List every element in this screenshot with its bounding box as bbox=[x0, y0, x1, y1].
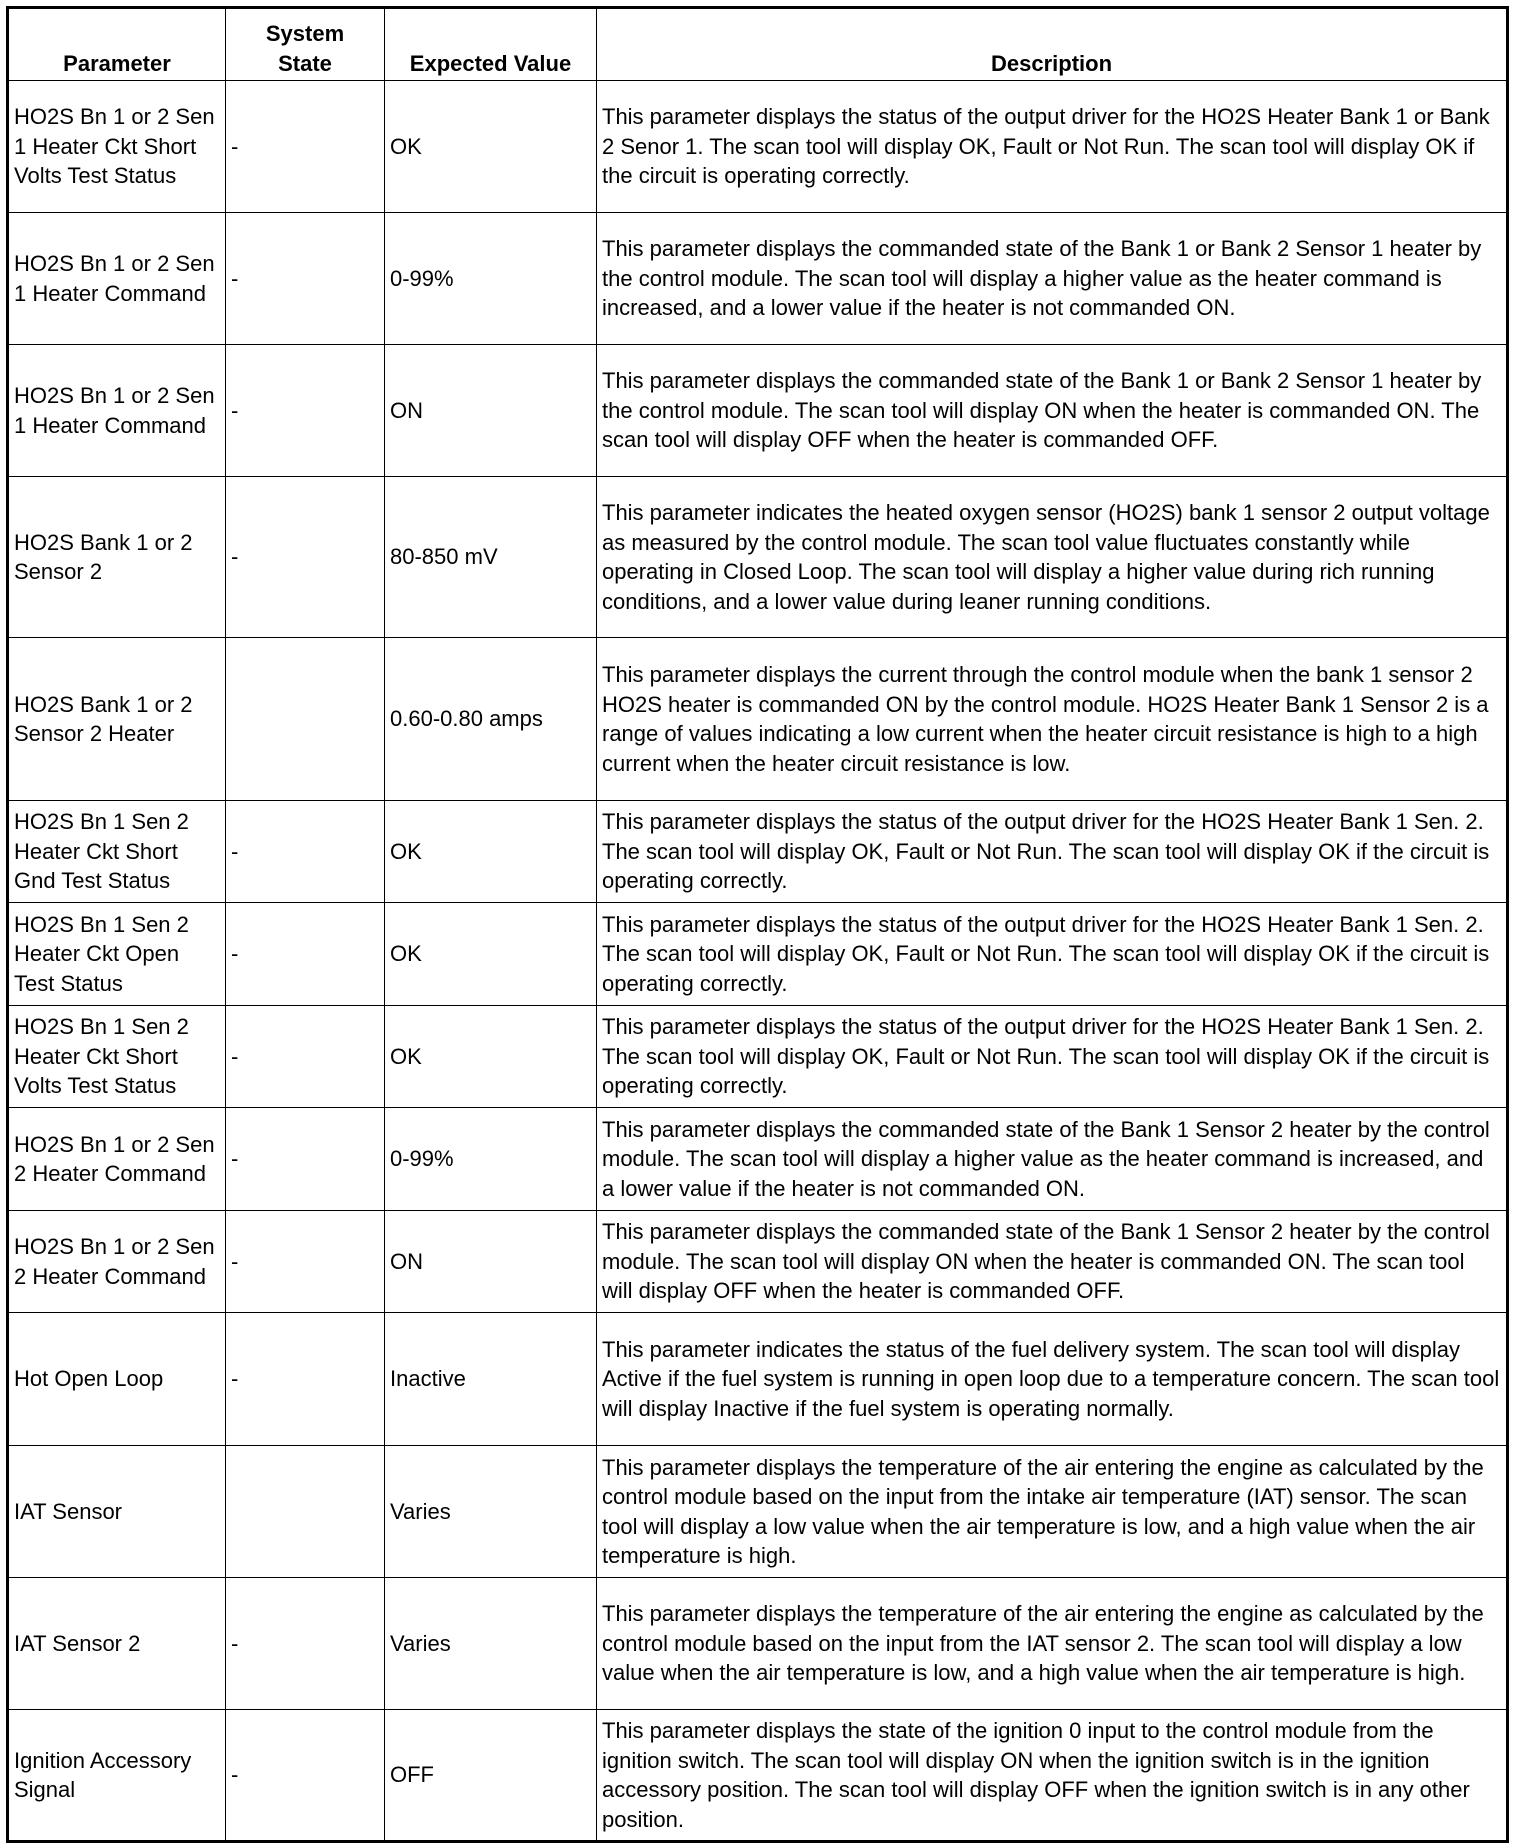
parameter-cell: HO2S Bank 1 or 2 Sensor 2 Heater bbox=[8, 638, 226, 801]
description-cell: This parameter displays the status of the output driver for the HO2S Heater Bank 1 Sen. 2. The scan tool will display OK, Fault or Not Run. The scan tool will display OK if the circuit is operating correctly. bbox=[597, 1006, 1508, 1108]
expected-value-cell: 0-99% bbox=[385, 213, 597, 345]
header-system-state: System State bbox=[226, 8, 385, 81]
expected-value-cell: OK bbox=[385, 903, 597, 1006]
expected-value-cell: 0-99% bbox=[385, 1108, 597, 1211]
parameter-cell: HO2S Bn 1 Sen 2 Heater Ckt Short Volts Test Status bbox=[8, 1006, 226, 1108]
system-state-cell: - bbox=[226, 801, 385, 903]
table-row bbox=[8, 477, 1508, 638]
description-cell: This parameter displays the commanded state of the Bank 1 or Bank 2 Sensor 1 heater by the control module. The scan tool will display a higher value as the heater command is increased, and a lower value if the heater is not commanded ON. bbox=[597, 213, 1508, 345]
parameter-cell: HO2S Bn 1 or 2 Sen 1 Heater Command bbox=[8, 213, 226, 345]
system-state-cell: - bbox=[226, 477, 385, 638]
expected-value-cell: OK bbox=[385, 1006, 597, 1108]
table-row bbox=[8, 1108, 1508, 1211]
system-state-cell: - bbox=[226, 1211, 385, 1313]
header-description: Description bbox=[597, 8, 1508, 81]
parameter-cell: IAT Sensor 2 bbox=[8, 1578, 226, 1710]
table-row bbox=[8, 345, 1508, 477]
header-row bbox=[8, 8, 1508, 81]
parameter-cell: Hot Open Loop bbox=[8, 1313, 226, 1446]
table-row bbox=[8, 638, 1508, 801]
expected-value-cell: Varies bbox=[385, 1578, 597, 1710]
description-cell: This parameter indicates the status of the fuel delivery system. The scan tool will display Active if the fuel system is running in open loop due to a temperature concern. The scan tool will display Inactive if the fuel system is operating normally. bbox=[597, 1313, 1508, 1446]
table-row bbox=[8, 801, 1508, 903]
description-cell: This parameter displays the temperature of the air entering the engine as calculated by the control module based on the input from the IAT sensor 2. The scan tool will display a low value when the air temperature is low, and a high value when the air temperature is high. bbox=[597, 1578, 1508, 1710]
expected-value-cell: Varies bbox=[385, 1446, 597, 1578]
expected-value-cell: OK bbox=[385, 801, 597, 903]
description-cell: This parameter displays the current through the control module when the bank 1 sensor 2 HO2S heater is commanded ON by the control module. HO2S Heater Bank 1 Sensor 2 is a range of values indicating a low current when the heater circuit resistance is high to a high current when the heater circuit resistance is low. bbox=[597, 638, 1508, 801]
parameter-cell: HO2S Bn 1 or 2 Sen 1 Heater Ckt Short Volts Test Status bbox=[8, 81, 226, 213]
system-state-cell: - bbox=[226, 345, 385, 477]
header-expected-value: Expected Value bbox=[385, 8, 597, 81]
description-cell: This parameter indicates the heated oxygen sensor (HO2S) bank 1 sensor 2 output voltage as measured by the control module. The scan tool value fluctuates constantly while operating in Closed Loop. The scan tool will display a higher value during rich running conditions, and a lower value during leaner running conditions. bbox=[597, 477, 1508, 638]
expected-value-cell: ON bbox=[385, 1211, 597, 1313]
description-cell: This parameter displays the commanded state of the Bank 1 Sensor 2 heater by the control module. The scan tool will display ON when the heater is commanded ON. The scan tool will display OFF when the heater is commanded OFF. bbox=[597, 1211, 1508, 1313]
header-parameter: Parameter bbox=[8, 8, 226, 81]
system-state-cell: - bbox=[226, 1108, 385, 1211]
system-state-cell bbox=[226, 1446, 385, 1578]
system-state-cell: - bbox=[226, 1313, 385, 1446]
description-cell: This parameter displays the commanded state of the Bank 1 Sensor 2 heater by the control module. The scan tool will display a higher value as the heater command is increased, and a lower value if the heater is not commanded ON. bbox=[597, 1108, 1508, 1211]
table-row bbox=[8, 213, 1508, 345]
description-cell: This parameter displays the status of the output driver for the HO2S Heater Bank 1 Sen. 2. The scan tool will display OK, Fault or Not Run. The scan tool will display OK if the circuit is operating correctly. bbox=[597, 801, 1508, 903]
parameter-cell: HO2S Bn 1 or 2 Sen 1 Heater Command bbox=[8, 345, 226, 477]
parameter-cell: HO2S Bn 1 or 2 Sen 2 Heater Command bbox=[8, 1108, 226, 1211]
table-row bbox=[8, 903, 1508, 1006]
expected-value-cell: Inactive bbox=[385, 1313, 597, 1446]
system-state-cell: - bbox=[226, 1710, 385, 1842]
parameter-cell: HO2S Bank 1 or 2 Sensor 2 bbox=[8, 477, 226, 638]
expected-value-cell: OFF bbox=[385, 1710, 597, 1842]
parameter-cell: Ignition Accessory Signal bbox=[8, 1710, 226, 1842]
table-row bbox=[8, 1578, 1508, 1710]
description-cell: This parameter displays the temperature of the air entering the engine as calculated by the control module based on the input from the intake air temperature (IAT) sensor. The scan tool will display a low value when the air temperature is low, and a high value when the air temperature is high. bbox=[597, 1446, 1508, 1578]
table-row bbox=[8, 1313, 1508, 1446]
description-cell: This parameter displays the status of the output driver for the HO2S Heater Bank 1 Sen. 2. The scan tool will display OK, Fault or Not Run. The scan tool will display OK if the circuit is operating correctly. bbox=[597, 903, 1508, 1006]
expected-value-cell: 80-850 mV bbox=[385, 477, 597, 638]
description-cell: This parameter displays the commanded state of the Bank 1 or Bank 2 Sensor 1 heater by the control module. The scan tool will display ON when the heater is commanded ON. The scan tool will display OFF when the heater is commanded OFF. bbox=[597, 345, 1508, 477]
parameter-table bbox=[6, 6, 1509, 1843]
expected-value-cell: ON bbox=[385, 345, 597, 477]
system-state-cell bbox=[226, 638, 385, 801]
parameter-cell: IAT Sensor bbox=[8, 1446, 226, 1578]
system-state-cell: - bbox=[226, 213, 385, 345]
system-state-cell: - bbox=[226, 903, 385, 1006]
parameter-cell: HO2S Bn 1 Sen 2 Heater Ckt Short Gnd Test Status bbox=[8, 801, 226, 903]
description-cell: This parameter displays the state of the ignition 0 input to the control module from the ignition switch. The scan tool will display ON when the ignition switch is in the ignition accessory position. The scan tool will display OFF when the ignition switch is in any other position. bbox=[597, 1710, 1508, 1842]
parameter-cell: HO2S Bn 1 or 2 Sen 2 Heater Command bbox=[8, 1211, 226, 1313]
table-row bbox=[8, 1710, 1508, 1842]
table-row bbox=[8, 81, 1508, 213]
system-state-cell: - bbox=[226, 1006, 385, 1108]
parameter-cell: HO2S Bn 1 Sen 2 Heater Ckt Open Test Status bbox=[8, 903, 226, 1006]
description-cell: This parameter displays the status of the output driver for the HO2S Heater Bank 1 or Bank 2 Senor 1. The scan tool will display OK, Fault or Not Run. The scan tool will display OK if the circuit is operating correctly. bbox=[597, 81, 1508, 213]
table-row bbox=[8, 1211, 1508, 1313]
system-state-cell: - bbox=[226, 1578, 385, 1710]
expected-value-cell: OK bbox=[385, 81, 597, 213]
system-state-cell: - bbox=[226, 81, 385, 213]
table-row bbox=[8, 1006, 1508, 1108]
table-row bbox=[8, 1446, 1508, 1578]
expected-value-cell: 0.60-0.80 amps bbox=[385, 638, 597, 801]
